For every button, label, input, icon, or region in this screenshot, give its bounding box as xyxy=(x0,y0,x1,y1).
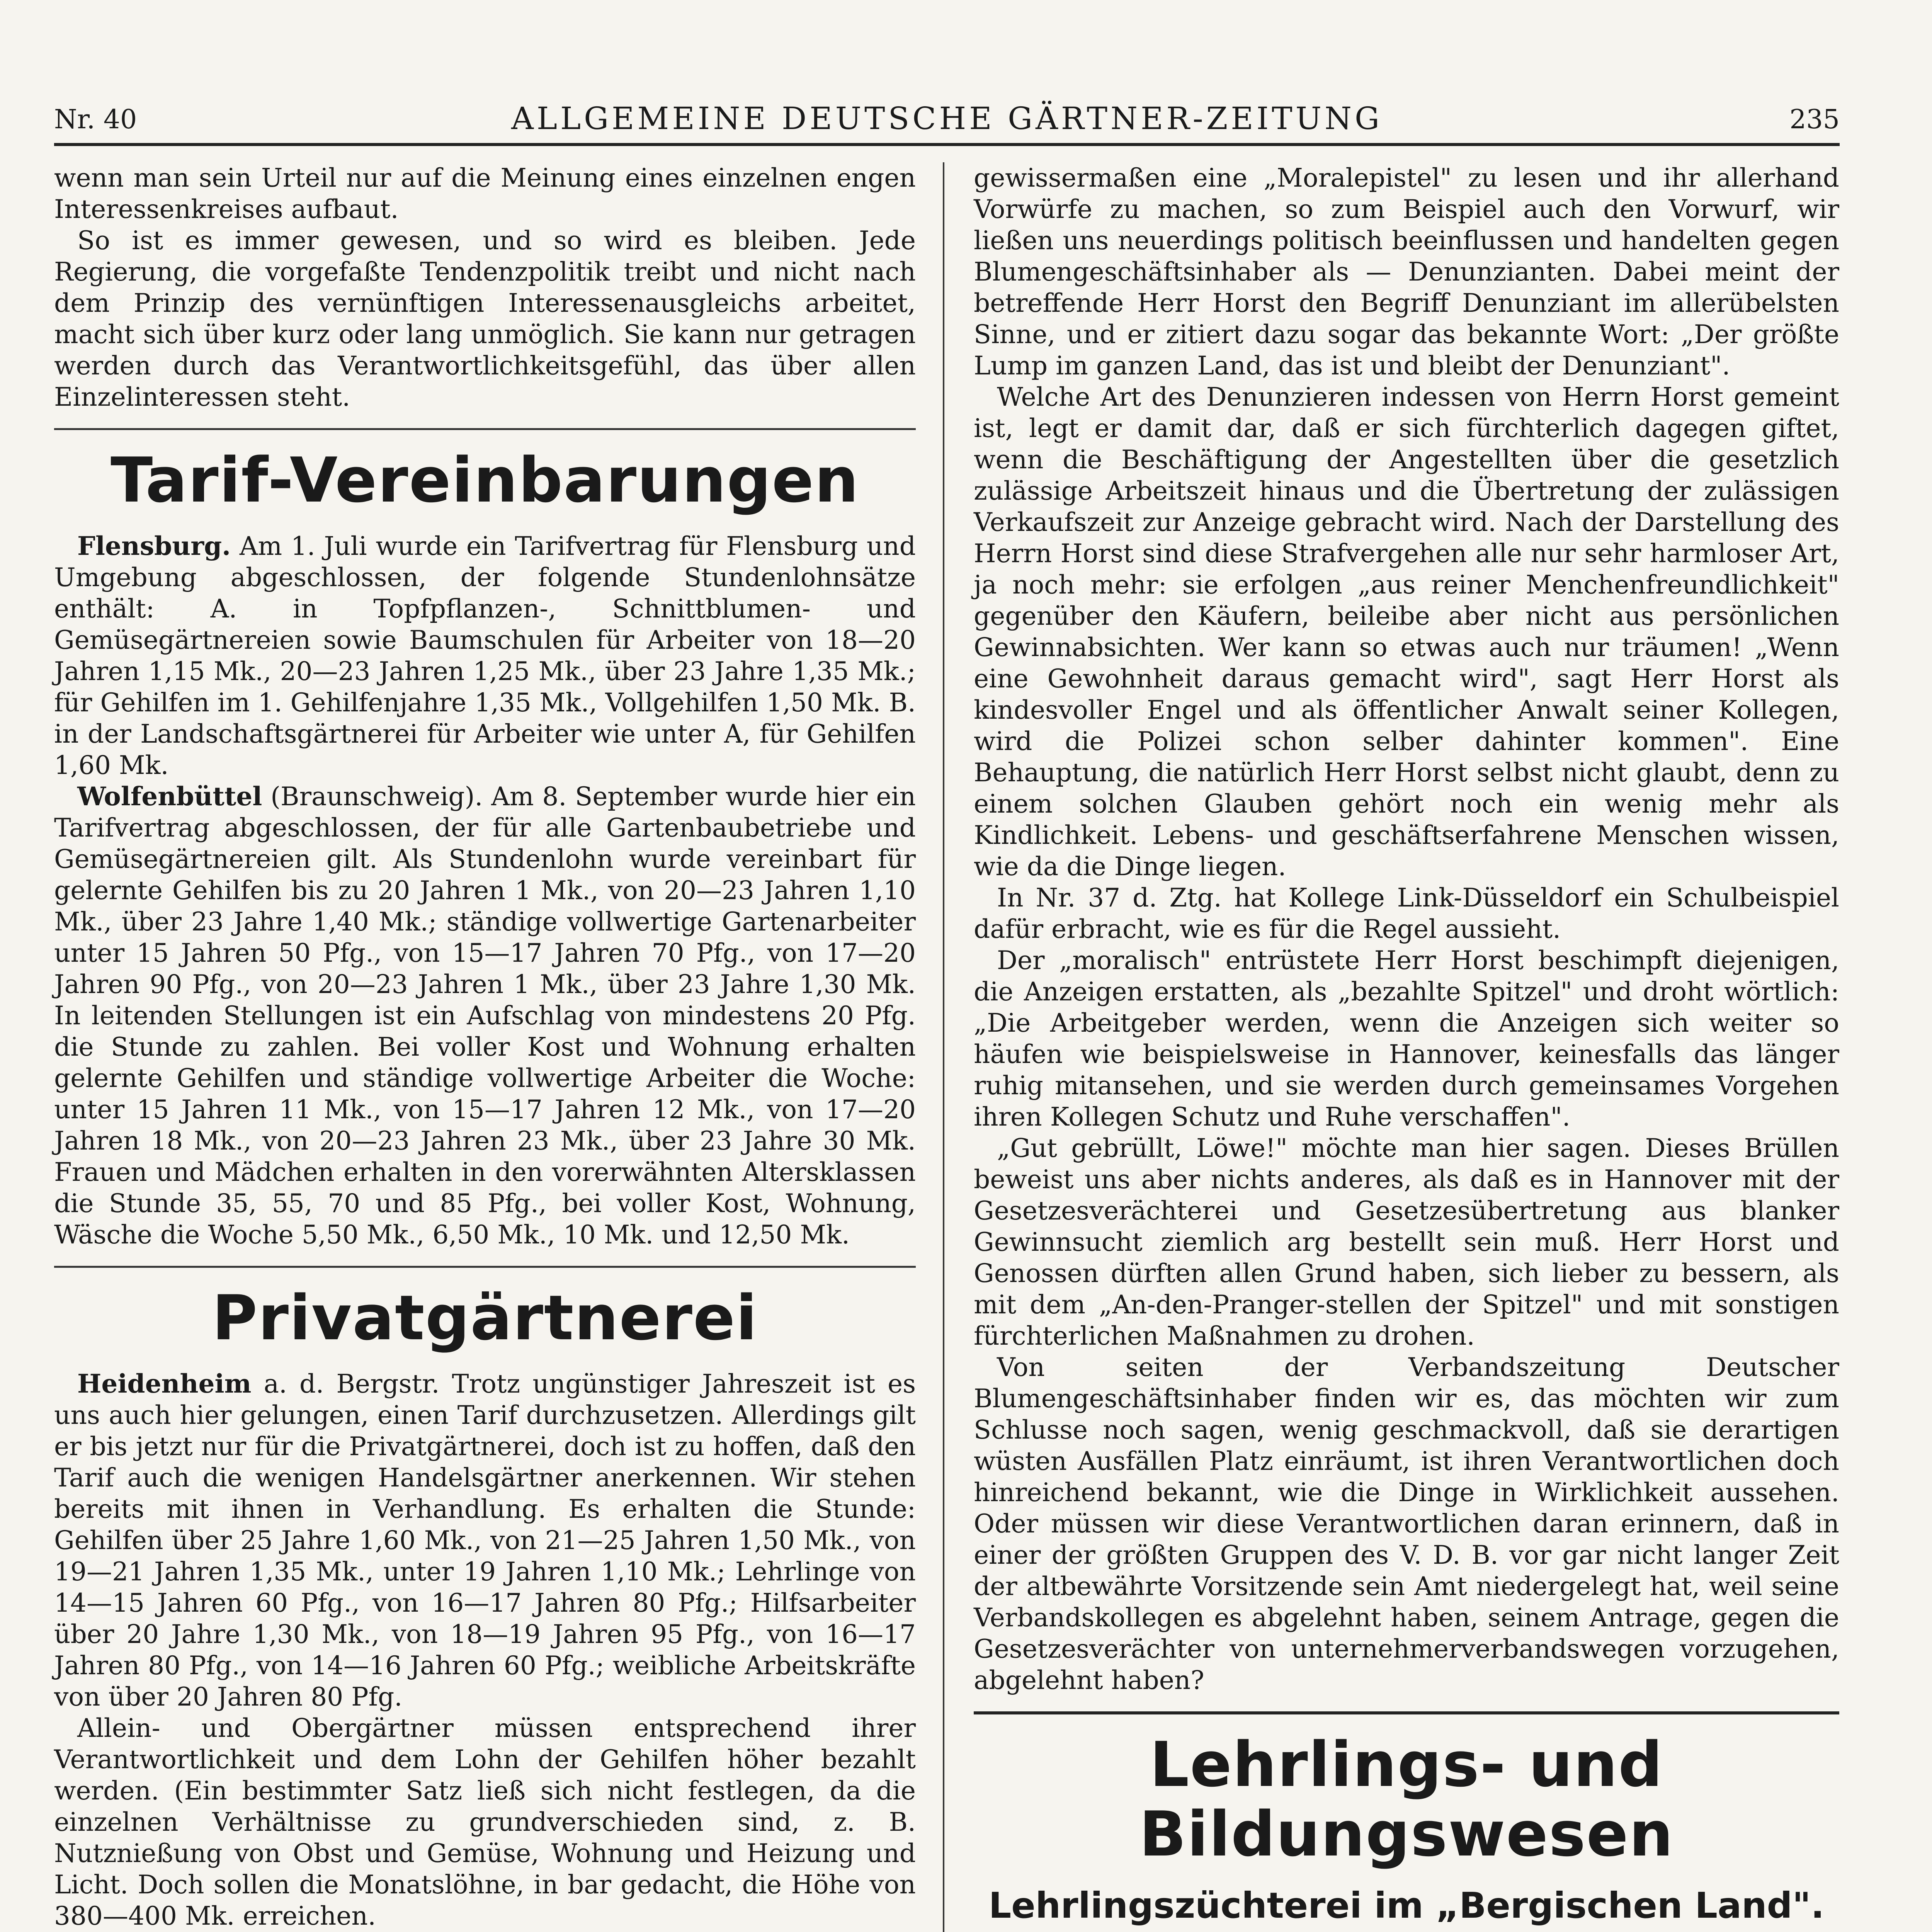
continued-paragraph-6: Von seiten der Verbandszeitung Deutscher Blumengeschäftsinhaber finden wir es, das möchten wir zum Schlusse noch sagen, wenig geschmackvoll, daß sie derartigen wüsten Ausfällen Platz einräumt, ist ihren Verantwortlichen doch hinreichend bekannt, wie die Dinge in Wirklichkeit aussehen. Oder müssen wir diese Verantwortlichen daran erinnern, daß in einer der größten Gruppen des V. D. B. vor gar nicht langer Zeit der altbewährte Vorsitzende sein Amt niedergelegt hat, weil seine Verbandskollegen es abgelehnt haben, seinem Antrage, gegen die Gesetzesverächter von unternehmerverbandswegen vorzugehen, abgelehnt haben? xyxy=(974,1352,1839,1695)
subheading-lehrlingszuechterei: Lehrlingszüchterei im „Bergischen Land". xyxy=(988,1885,1825,1926)
continued-paragraph-4: Der „moralisch" entrüstete Herr Horst beschimpft diejenigen, die Anzeigen erstatten, als „bezahlte Spitzel" und droht wörtlich: „Die Arbeitgeber werden, wenn die Anzeigen sich weiter so häufen wie beispielsweise in Hannover, keinesfalls das länger ruhig mitansehen, und sie werden durch gemeinsames Vorgehen ihren Kollegen Schutz und Ruhe verschaffen". xyxy=(974,946,1839,1132)
privat-heidenheim-paragraph xyxy=(54,1368,916,1713)
column-divider xyxy=(943,162,944,1932)
page-number: 235 xyxy=(1789,104,1840,135)
intro-paragraph-2: So ist es immer gewesen, und so wird es bleiben. Jede Regierung, die vorgefaßte Tendenzpolitik treibt und nicht nach dem Prinzip des vernünftigen Interessenausgleichs arbeitet, macht sich über kurz oder lang unmöglich. Sie kann nur getragen werden durch das Verantwortlichkeitsgefühl, das über allen Einzelinteressen steht. xyxy=(54,226,916,412)
place-name: Heidenheim xyxy=(77,1369,252,1399)
place-name: Wolfenbüttel xyxy=(77,781,262,811)
paragraph-text: Am 1. Juli wurde ein Tarifvertrag für Flensburg und Umgebung abgeschlossen, der folgende Stundenlohnsätze enthält: A. in Topfpflanzen-, Schnittblumen- und Gemüsegärtnereien sowie Baumschulen für Arbeiter von 18—20 Jahren 1,15 Mk., 20—23 Jahren 1,25 Mk., über 23 Jahre 1,35 Mk.; für Gehilfen im 1. Gehilfenjahre 1,35 Mk., Vollgehilfen 1,50 Mk. B. in der Landschaftsgärtnerei für Arbeiter wie unter A, für Gehilfen 1,60 Mk. xyxy=(54,531,916,780)
tarif-wolfenbuettel-paragraph xyxy=(54,781,916,1250)
right-column xyxy=(974,162,1839,1932)
place-name: Flensburg. xyxy=(77,531,231,561)
section-heading-lehrlings: Lehrlings- und Bildungswesen xyxy=(1139,1728,1674,1870)
masthead-title: ALLGEMEINE DEUTSCHE GÄRTNER-ZEITUNG xyxy=(511,100,1383,136)
paragraph-text: (Braunschweig). Am 8. September wurde hier ein Tarifvertrag abgeschlossen, der für alle Gartenbaubetriebe und Gemüsegärtnereien gilt. Als Stundenlohn wurde vereinbart für gelernte Gehilfen bis zu 20 Jahren 1 Mk., von 20—23 Jahren 1,10 Mk., über 23 Jahre 1,40 Mk.; ständige vollwertige Gartenarbeiter unter 15 Jahren 50 Pfg., von 15—17 Jahren 70 Pfg., von 17—20 Jahren 90 Pfg., von 20—23 Jahren 1 Mk., über 23 Jahre 1,30 Mk. In leitenden Stellungen ist ein Aufschlag von mindestens 20 Pfg. die Stunde zu zahlen. Bei voller Kost und Wohnung erhalten gelernte Gehilfen und ständige vollwertige Arbeiter die Woche: unter 15 Jahren 11 Mk., von 15—17 Jahren 12 Mk., von 17—20 Jahren 18 Mk., von 20—23 Jahren 23 Mk., über 23 Jahre 30 Mk. Frauen und Mädchen erhalten in den vorerwähnten Altersklassen die Stunde 35, 55, 70 und 85 Pfg., bei voller Kost, Wohnung, Wäsche die Woche 5,50 Mk., 6,50 Mk., 10 Mk. und 12,50 Mk. xyxy=(54,782,916,1250)
paragraph-text: a. d. Bergstr. Trotz ungünstiger Jahreszeit ist es uns auch hier gelungen, einen Tarif durchzusetzen. Allerdings gilt er bis jetzt nur für die Privatgärtnerei, doch ist zu hoffen, daß den Tarif auch die wenigen Handelsgärtner anerkennen. Wir stehen bereits mit ihnen in Verhandlung. Es erhalten die Stunde: Gehilfen über 25 Jahre 1,60 Mk., von 21—25 Jahren 1,50 Mk., von 19—21 Jahren 1,35 Mk., unter 19 Jahren 1,10 Mk.; Lehrlinge von 14—15 Jahren 60 Pfg., von 16—17 Jahren 80 Pfg.; Hilfsarbeiter über 20 Jahre 1,30 Mk., von 18—19 Jahren 95 Pfg., von 16—17 Jahren 80 Pfg., von 14—16 Jahren 60 Pfg.; weibliche Arbeitskräfte von über 20 Jahren 80 Pfg. xyxy=(54,1369,916,1712)
section-rule xyxy=(54,428,916,430)
section-heading-privat: Privatgärtnerei xyxy=(212,1282,758,1354)
privat-paragraph-2: Allein- und Obergärtner müssen entsprechend ihrer Verantwortlichkeit und dem Lohn der Gehilfen höher bezahlt werden. (Ein bestimmter Satz ließ sich nicht festlegen, da die einzelnen Verhältnisse zu grundverschieden sind, z. B. Nutznießung von Obst und Gemüse, Wohnung und Heizung und Licht. Doch sollen die Monatslöhne, in bar gedacht, die Höhe von 380—400 Mk. erreichen. xyxy=(54,1713,916,1931)
left-column xyxy=(54,162,916,1932)
continued-paragraph-3: In Nr. 37 d. Ztg. hat Kollege Link-Düsseldorf ein Schulbeispiel dafür erbracht, wie es für die Regel aussieht. xyxy=(974,883,1839,944)
intro-paragraph-1: wenn man sein Urteil nur auf die Meinung eines einzelnen engen Interessenkreises aufbaut. xyxy=(54,163,916,224)
issue-number: Nr. 40 xyxy=(54,104,137,135)
page-header xyxy=(54,97,1840,146)
continued-paragraph-2: Welche Art des Denunzieren indessen von Herrn Horst gemeint ist, legt er damit dar, daß er sich fürchterlich dagegen giftet, wenn die Beschäftigung der Angestellten über die gesetzlich zulässige Arbeitszeit hinaus und die Übertretung der zulässigen Verkaufszeit zur Anzeige gebracht wird. Nach der Darstellung des Herrn Horst sind diese Strafvergehen alle nur sehr harmloser Art, ja noch mehr: sie erfolgen „aus reiner Menchenfreundlichkeit" gegenüber den Käufern, beileibe aber nicht aus persönlichen Gewinnabsichten. Wer kann so etwas auch nur träumen! „Wenn eine Gewohnheit daraus gemacht wird", sagt Herr Horst als kindesvoller Engel und als öffentlicher Anwalt seiner Kollegen, wird die Polizei schon selber dahinter kommen". Eine Behauptung, die natürlich Herr Horst selbst nicht glaubt, denn zu einem solchen Glauben gehört noch ein wenig mehr als Kindlichkeit. Lebens- und geschäftserfahrene Menschen wissen, wie da die Dinge liegen. xyxy=(974,382,1839,881)
continued-paragraph-1: gewissermaßen eine „Moralepistel" zu lesen und ihr allerhand Vorwürfe zu machen, so zum Beispiel auch den Vorwurf, wir ließen uns neuerdings politisch beeinflussen und handelten gegen Blumengeschäftsinhaber als — Denunzianten. Dabei meint der betreffende Herr Horst den Begriff Denunziant im allerübelsten Sinne, und er zitiert dazu sogar das bekannte Wort: „Der größte Lump im ganzen Land, das ist und bleibt der Denunziant". xyxy=(974,163,1839,381)
section-rule xyxy=(54,1266,916,1268)
section-heading-tarif: Tarif-Vereinbarungen xyxy=(111,444,859,516)
tarif-flensburg-paragraph xyxy=(54,531,916,781)
continued-paragraph-5: „Gut gebrüllt, Löwe!" möchte man hier sagen. Dieses Brüllen beweist uns aber nichts anderes, als daß es in Hannover mit der Gesetzesverächterei und Gesetzesübertretung aus blanker Gewinnsucht ziemlich arg bestellt sein muß. Herr Horst und Genossen dürften allen Grund haben, sich lieber zu bessern, als mit dem „An-den-Pranger-stellen der Spitzel" und mit sonstigen fürchterlichen Maßnahmen zu drohen. xyxy=(974,1133,1839,1351)
section-rule xyxy=(974,1711,1839,1714)
